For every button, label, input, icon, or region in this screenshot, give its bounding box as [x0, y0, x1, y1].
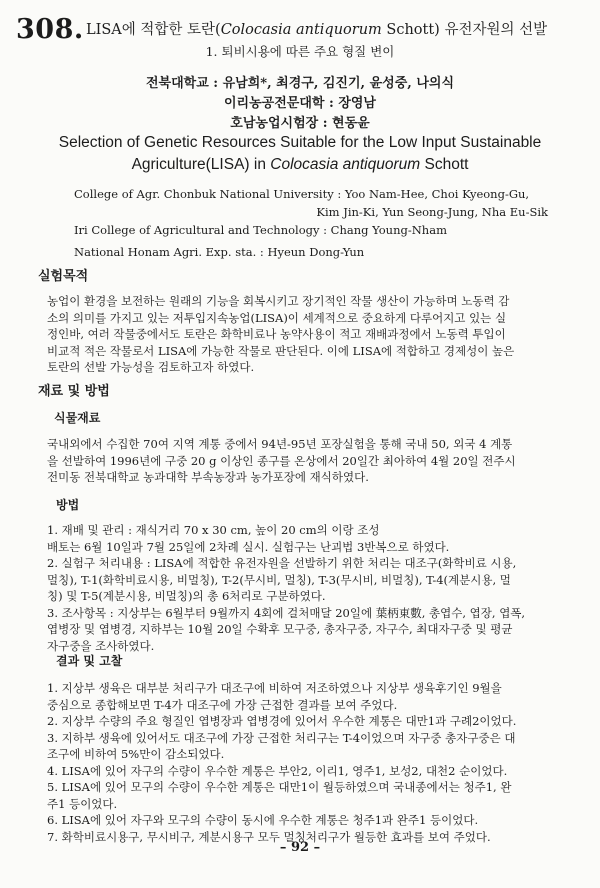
- text-line: 멀칭), T-1(화학비료시용, 비멀칭), T-2(무시비, 멀칭), T-3(무시비, 비멀칭), T-4(계분시용, 멀: [47, 572, 511, 587]
- author-line: 전북대학교 : 유남희*, 최경구, 김진기, 윤성중, 나의식: [145, 76, 455, 91]
- text-line: 4. LISA에 있어 자구의 수량이 우수한 계통은 부안2, 이리1, 영주1, 보성2, 대천2 순이었다.: [47, 763, 508, 778]
- materials-heading: 재료 및 방법: [38, 384, 110, 399]
- subtitle-korean: 1. 퇴비시용에 따른 주요 형질 변이: [205, 44, 395, 59]
- title-korean-pre: LISA에 적합한 토란(: [86, 22, 221, 38]
- affiliations: [74, 185, 548, 261]
- text-line: 농업이 환경을 보전하는 원래의 기능을 회복시키고 장기적인 작물 생산이 가능하며 노동력 감: [47, 294, 510, 308]
- author-line: 호남농업시험장 : 현동윤: [230, 116, 370, 131]
- title-korean-post: Schott) 유전자원의 선발: [381, 22, 548, 38]
- page-number: – 92 –: [279, 840, 321, 855]
- text-line: 소의 의미를 가지고 있는 저투입지속농업(LISA)이 세계적으로 중요하게 다루어지고 있는 실: [47, 310, 507, 325]
- text-line: 3. 조사항목 : 지상부는 6월부터 9월까지 4회에 걸처매달 20일에 葉柄東數, 총엽수, 엽장, 엽폭,: [47, 605, 526, 620]
- text-line: 자구중을 조사하였다.: [47, 638, 155, 653]
- title-korean: [86, 18, 547, 39]
- text-line: 2. 지상부 수량의 주요 형질인 엽병장과 엽병경에 있어서 우수한 계통은 대만1과 구례2이었다.: [47, 714, 517, 728]
- text-line: 6. LISA에 있어 자구와 모구의 수량이 동시에 우수한 계통은 청주1과 완주1 등이었다.: [47, 813, 479, 827]
- title-english: [0, 132, 600, 176]
- results-paragraph: [47, 680, 551, 845]
- text-line: 엽병장 및 엽병경, 지하부는 10월 20일 수확후 모구중, 총자구중, 자구수, 최대자구중 및 평균: [47, 622, 513, 636]
- plant-material-heading: 식물재료: [54, 411, 101, 425]
- title-english-line: [0, 154, 600, 176]
- text-line: 정인바, 여러 작물중에서도 토란은 화학비료나 농약사용이 적고 재배과정에서 노동력 투입이: [47, 327, 506, 341]
- text-line: 1. 재배 및 관리 : 재식거리 70 x 30 cm, 높이 20 cm의 이랑 조성: [47, 523, 380, 537]
- author-line: 이리농공전문대학 : 장영남: [224, 96, 376, 111]
- title-korean-species: Colocasia antiquorum: [220, 22, 382, 38]
- text-line: 주1 등이었다.: [47, 796, 118, 811]
- text-line: 전미동 전북대학교 농과대학 부속농장과 농가포장에 재식하였다.: [47, 470, 369, 484]
- title-english-pre: Agriculture(LISA) in: [131, 156, 271, 173]
- results-heading: 결과 및 고찰: [56, 654, 123, 668]
- text-line: 국내외에서 수집한 70여 지역 계통 중에서 94년-95년 포장실험을 통해 국내 50, 외국 4 계통: [47, 437, 513, 451]
- text-line: 배토는 6월 10일과 7월 25일에 2차례 실시. 실험구는 난괴법 3반복으로 하였다.: [47, 539, 450, 554]
- text-line: 3. 지하부 생육에 있어서도 대조구에 가장 근접한 처리구는 T-4이었으며 자구중 총자구중은 대: [47, 730, 516, 745]
- text-line: 칭) 및 T-5(계분시용, 비멀칭)의 총 6처리로 구분하였다.: [47, 589, 326, 603]
- affiliation-line: College of Agr. Chonbuk National University : Yoo Nam-Hee, Choi Kyeong-Gu,: [74, 187, 530, 201]
- affiliation-line: National Honam Agri. Exp. sta. : Hyeun Dong-Yun: [74, 245, 365, 259]
- objective-paragraph: [47, 293, 551, 376]
- text-line: 조구에 비하여 5%만이 감소되었다.: [47, 747, 225, 761]
- text-line: 중심으로 종합해보면 T-4가 대조구에 가장 근접한 결과를 보여 주었다.: [47, 697, 398, 712]
- text-line: 5. LISA에 있어 모구의 수량이 우수한 계통은 대만1이 월등하였으며 국내종에서는 청주1, 완: [47, 780, 512, 794]
- affiliation-line: Iri College of Agricultural and Technology : Chang Young-Nham: [74, 223, 447, 237]
- authors-korean: [0, 74, 600, 134]
- paper-number: 308.: [16, 14, 84, 45]
- title-english-species: Colocasia antiquorum: [270, 156, 421, 173]
- title-english-post: Schott: [420, 156, 469, 173]
- text-line: 2. 실험구 처리내용 : LISA에 적합한 유전자원을 선발하기 위한 처리는 대조구(화학비료 시용,: [47, 556, 517, 570]
- text-line: 1. 지상부 생육은 대부분 처리구가 대조구에 비하여 저조하였으나 지상부 생육후기인 9월을: [47, 681, 502, 695]
- objective-heading: 실험목적: [38, 269, 89, 284]
- text-line: 비교적 적은 작물로서 LISA에 가능한 작물로 판단된다. 이에 LISA에 적합하고 경제성이 높은: [47, 343, 515, 358]
- method-heading: 방법: [56, 498, 80, 512]
- method-paragraph: [47, 522, 551, 654]
- title-english-line: Selection of Genetic Resources Suitable for the Low Input Sustainable: [58, 134, 542, 151]
- text-line: 7. 화학비료시용구, 무시비구, 계분시용구 모두 멀칭처리구가 월등한 효과를 보여 주었다.: [47, 829, 491, 844]
- plant-material-paragraph: [47, 436, 551, 486]
- text-line: 을 선발하여 1996년에 구중 20 g 이상인 종구를 온상에서 20일간 최아하여 4월 20일 전주시: [47, 453, 516, 468]
- text-line: 토란의 선발 가능성을 검토하고자 하였다.: [47, 360, 255, 374]
- affiliation-line: Kim Jin-Ki, Yun Seong-Jung, Nha Eu-Sik: [316, 205, 548, 219]
